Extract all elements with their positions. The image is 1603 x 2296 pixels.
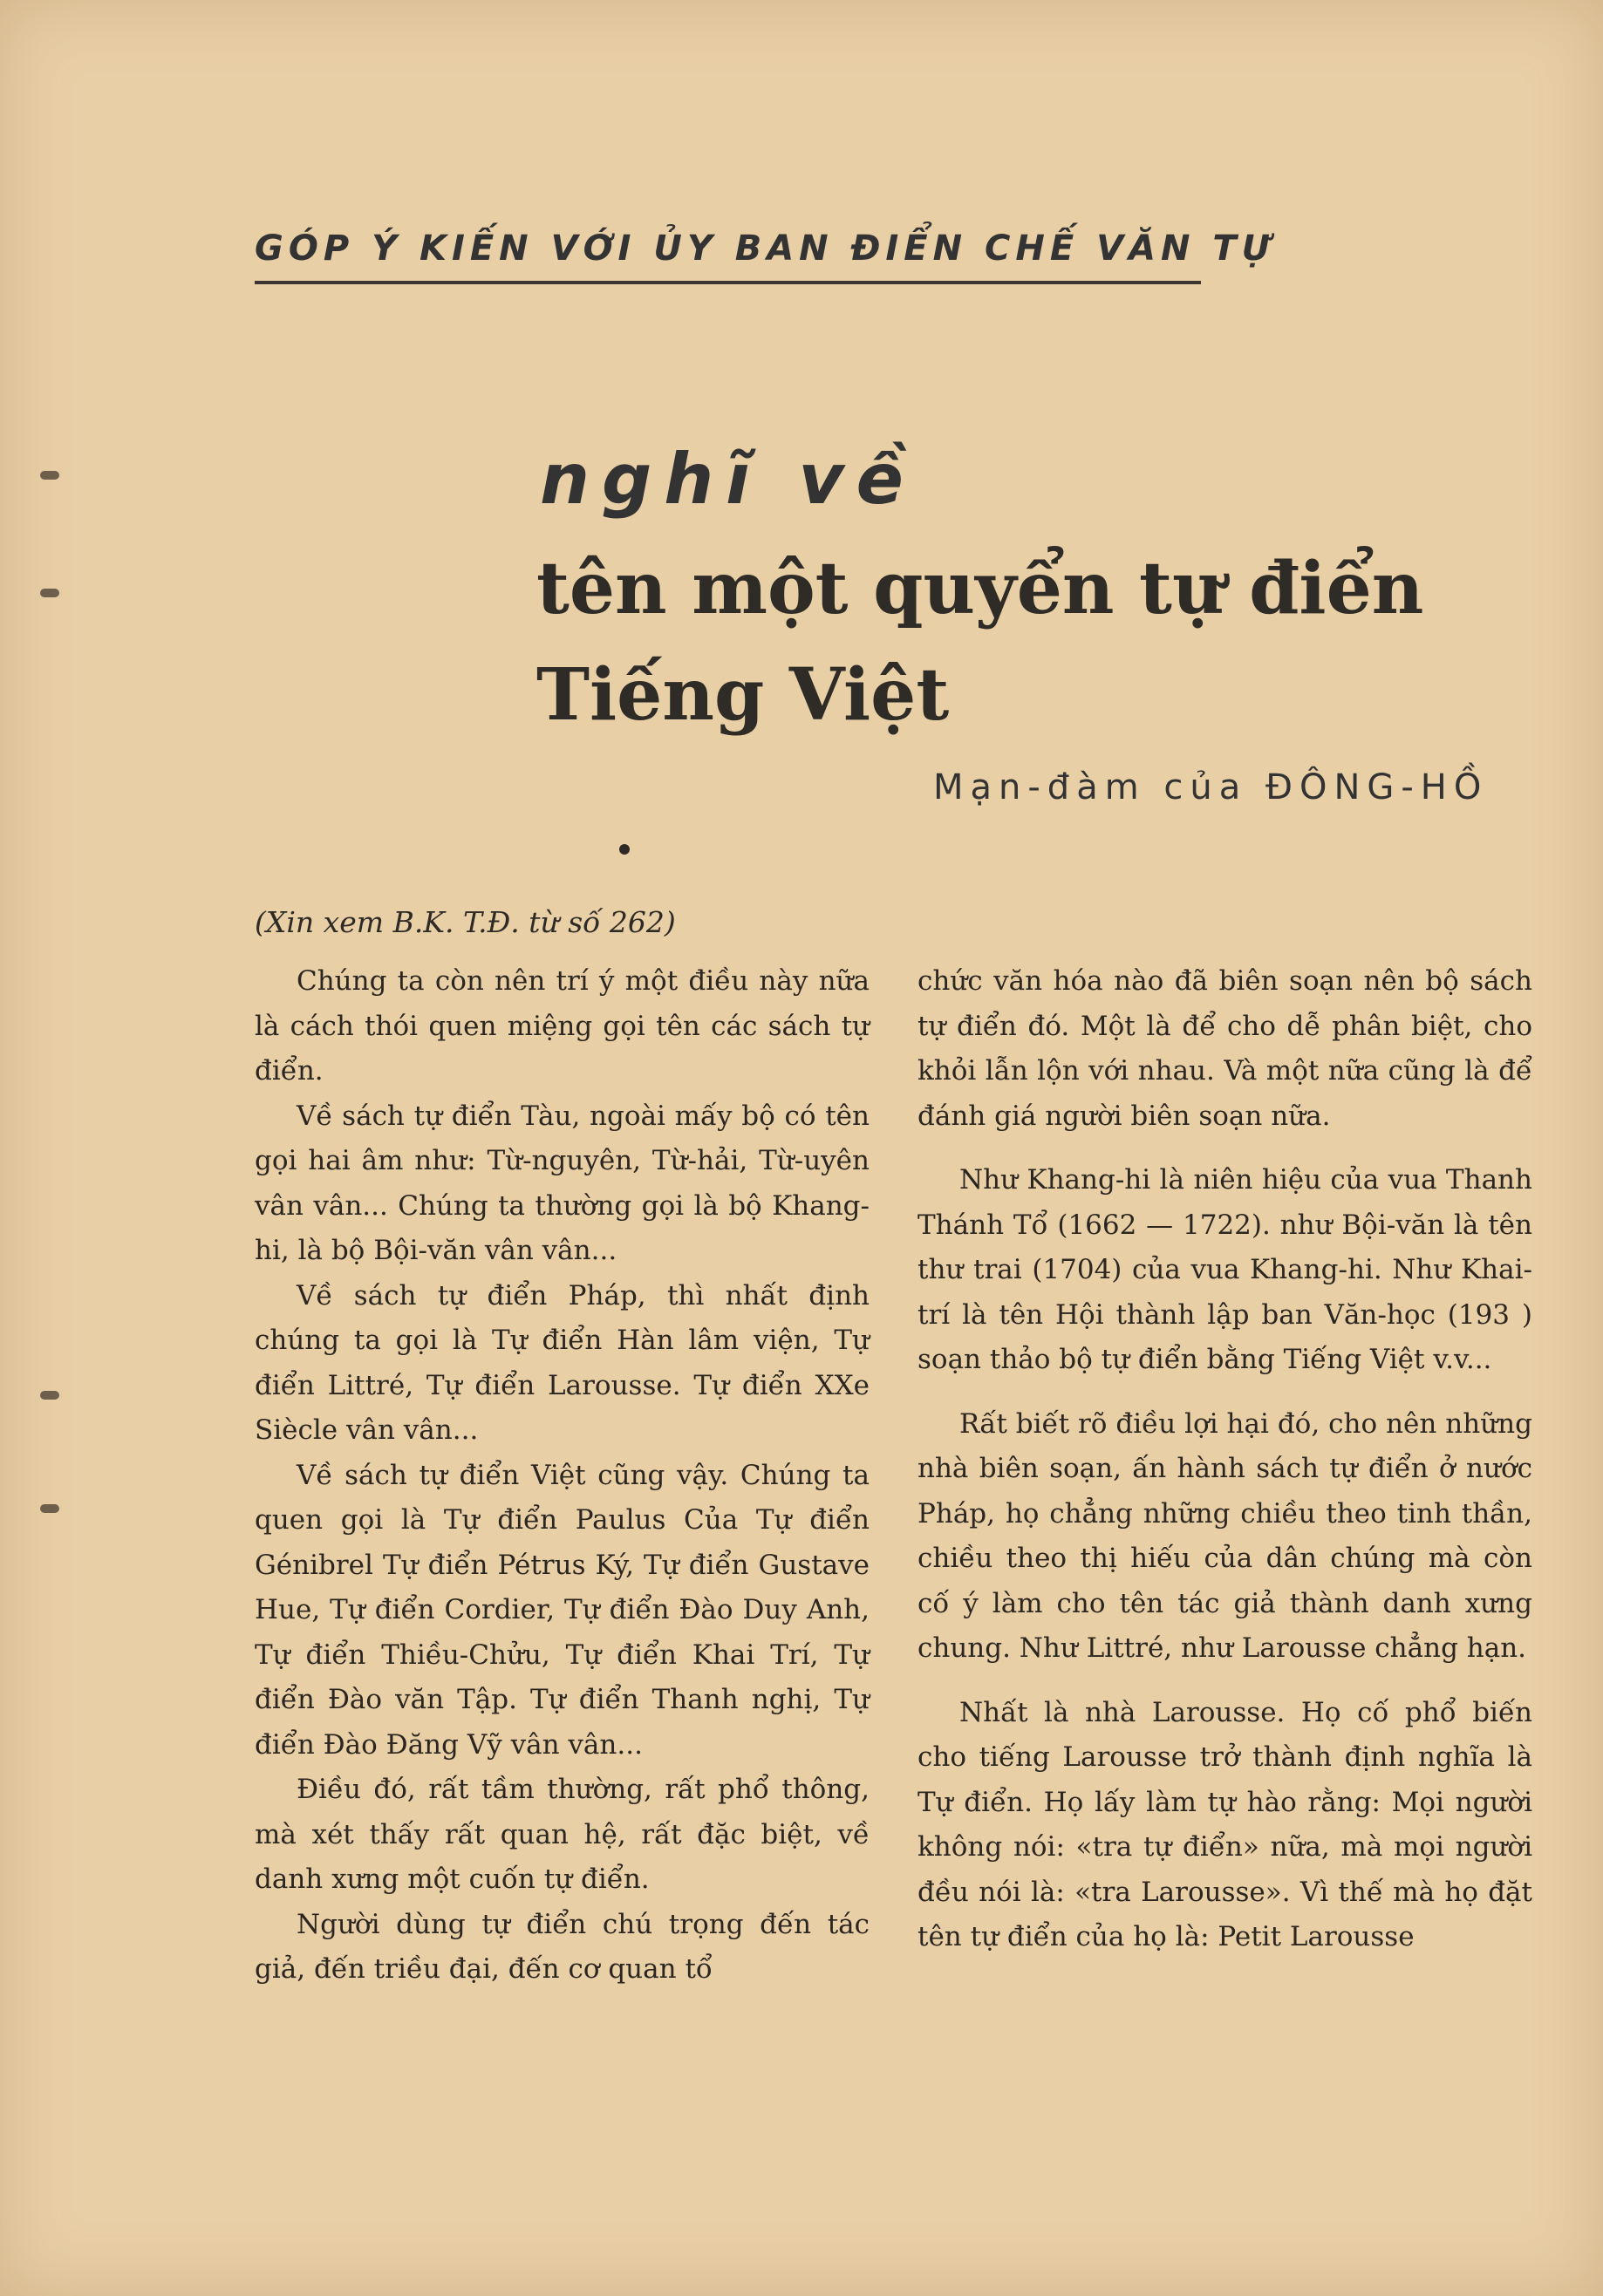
title-line-1: tên một quyển tự điển	[536, 547, 1424, 630]
paragraph: Nhất là nhà Larousse. Họ cố phổ biến cho tiếng Larousse trở thành định nghĩa là Tự điển. Họ lấy làm tự hào rằng: Mọi người không nói: «tra tự điển» nữa, mà mọi người đều nói là: «tra Larousse». Vì thế mà họ đặt tên tự điển của họ là: Petit Larousse	[917, 1696, 1532, 1952]
article-title	[536, 436, 1565, 748]
ornament-dot	[619, 844, 630, 855]
right-column	[917, 959, 1532, 1960]
paragraph: Rất biết rõ điều lợi hại đó, cho nên những nhà biên soạn, ấn hành sách tự điển ở nước Pháp, họ chẳng những chiều theo tinh thần, chiều theo thị hiếu của dân chúng mà còn cố ý làm cho tên tác giả thành danh xưng chung. Như Littré, như Larousse chẳng hạn.	[917, 1407, 1532, 1664]
binding-hole-mark	[40, 1391, 59, 1400]
binding-hole-mark	[40, 471, 59, 480]
paragraph: chức văn hóa nào đã biên soạn nên bộ sách tự điển đó. Một là để cho dễ phân biệt, cho khỏi lẫn lộn với nhau. Và một nữa cũng là để đánh giá người biên soạn nữa.	[917, 965, 1532, 1132]
title-line-2: Tiếng Việt	[536, 653, 950, 737]
paragraph: Người dùng tự điển chú trọng đến tác giả, đến triều đại, đến cơ quan tổ	[255, 1908, 870, 1985]
paragraph: Về sách tự điển Pháp, thì nhất định chúng ta gọi là Tự điển Hàn lâm viện, Tự điển Littré, Tự điển Larousse. Tự điển XXe Siècle vân vân...	[255, 1279, 870, 1446]
byline: Mạn-đàm của ĐÔNG-HỒ	[933, 767, 1489, 807]
binding-hole-mark	[40, 589, 59, 597]
paragraph: Về sách tự điển Việt cũng vậy. Chúng ta quen gọi là Tự điển Paulus Của Tự điển Génibrel Tự điển Pétrus Ký, Tự điển Gustave Hue, Tự điển Cordier, Tự điển Đào Duy Anh, Tự điển Thiều-Chửu, Tự điển Khai Trí, Tự điển Đào văn Tập. Tự điển Thanh nghị, Tự điển Đào Đăng Vỹ vân vân...	[255, 1459, 870, 1761]
title-main	[536, 535, 1565, 748]
series-header: GÓP Ý KIẾN VỚI ỦY BAN ĐIỂN CHẾ VĂN TỰ	[255, 228, 1276, 269]
paragraph: Chúng ta còn nên trí ý một điều này nữa là cách thói quen miệng gọi tên các sách tự điển.	[255, 965, 870, 1087]
paragraph: Như Khang-hi là niên hiệu của vua Thanh Thánh Tổ (1662 — 1722). như Bội-văn là tên thư trai (1704) của vua Khang-hi. Như Khai-trí là tên Hội thành lập ban Văn-học (193 ) soạn thảo bộ tự điển bằng Tiếng Việt v.v...	[917, 1164, 1532, 1375]
title-lead: nghĩ về	[540, 439, 916, 520]
reference-note: (Xin xem B.K. T.Đ. từ số 262)	[255, 905, 676, 939]
binding-hole-mark	[40, 1504, 59, 1513]
paragraph: Điều đó, rất tầm thường, rất phổ thông, mà xét thấy rất quan hệ, rất đặc biệt, về danh xưng một cuốn tự điển.	[255, 1774, 870, 1895]
left-column	[255, 959, 870, 1993]
header-rule	[255, 281, 1201, 284]
paragraph: Về sách tự điển Tàu, ngoài mấy bộ có tên gọi hai âm như: Từ-nguyên, Từ-hải, Từ-uyên vân vân... Chúng ta thường gọi là bộ Khang-hi, là bộ Bội-văn vân vân...	[255, 1100, 870, 1266]
